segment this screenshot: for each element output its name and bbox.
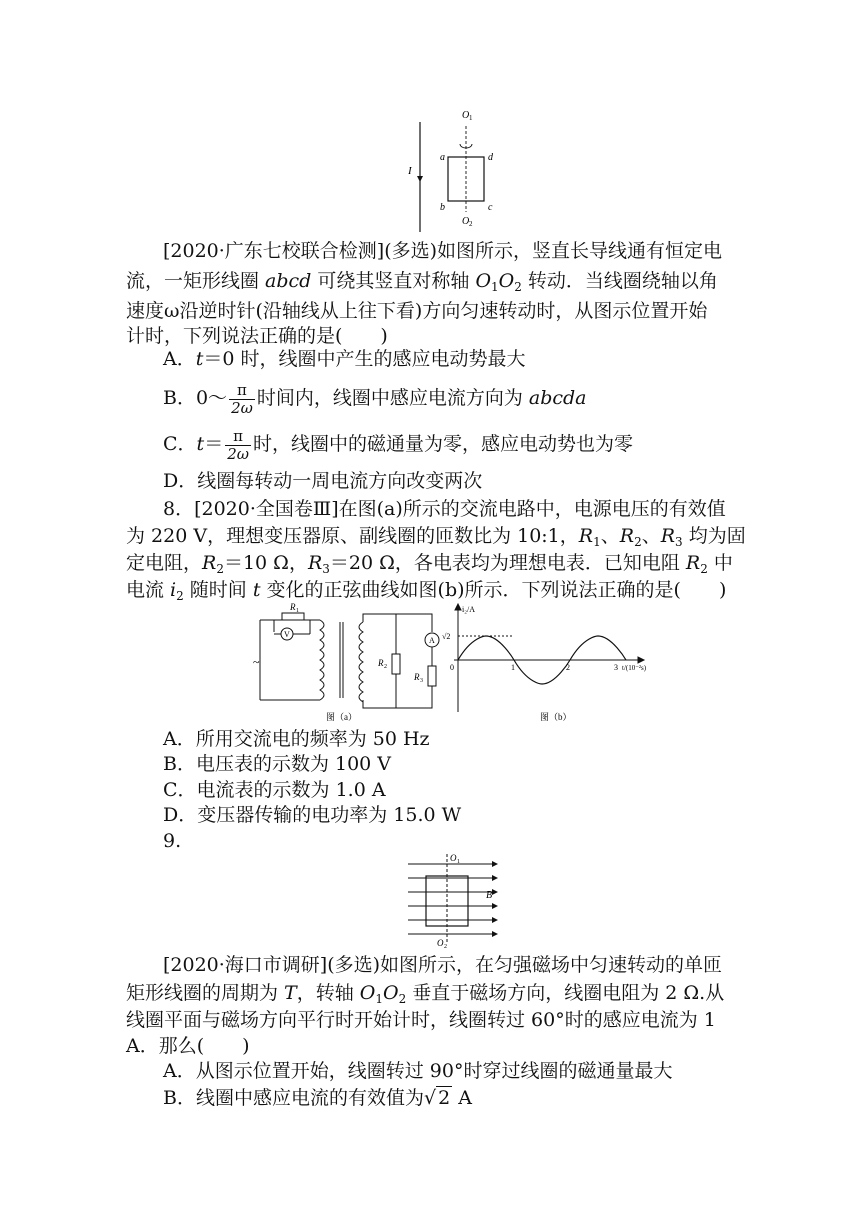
circuit-a (260, 613, 439, 708)
q9-line3: 线圈平面与磁场方向平行时开始计时，线圈转过 60°时的感应电流为 1 (126, 1009, 716, 1031)
voltmeter-label: V (284, 630, 290, 639)
q7-line3: 速度ω沿逆时针(沿轴线从上往下看)方向匀速转动时，从图示位置开始 (126, 300, 708, 322)
x-axis-label: t/(10⁻²s) (622, 664, 647, 672)
x-tick-2: 2 (566, 663, 570, 672)
q7-option-b: B．0～ $\frac{\pi}{2\omega}$ 时间内，线圈中感应电流方向为 abcda (163, 380, 587, 417)
corner-c: c (488, 202, 493, 213)
r3-sub: 3 (420, 678, 423, 684)
axis-bottom-sub: 2 (469, 220, 473, 228)
axis-top-label: O (462, 110, 470, 121)
q7-line4: 计时，下列说法正确的是( ) (126, 325, 388, 347)
q7-line1: [2020·广东七校联合检测](多选)如图所示，竖直长导线通有恒定电 (163, 240, 723, 262)
axis-top-label: O (450, 853, 457, 863)
field-label: B (486, 890, 493, 901)
q9-option-a: A．从图示位置开始，线圈转过 90°时穿过线圈的磁通量最大 (163, 1060, 673, 1082)
corner-d: d (488, 152, 493, 163)
q8-line2: 为 220 V，理想变压器原、副线圈的匝数比为 10:1，$R_1$、$R_2$、$R_3$ 均为固 (126, 525, 746, 549)
axis-top-sub: 1 (457, 859, 460, 865)
origin-label: 0 (450, 663, 454, 672)
caption-b: 图（b） (540, 712, 572, 722)
y-peak-label: √2 (442, 632, 451, 641)
figure-coil-in-field (400, 850, 510, 950)
corner-b: b (440, 202, 445, 213)
r1-label: R (290, 602, 296, 612)
axis-bottom-sub: 2 (444, 944, 447, 950)
ammeter-label: A (429, 636, 435, 645)
ac-source-symbol: ~ (253, 655, 260, 669)
q7-option-d: D．线圈每转动一周电流方向改变两次 (163, 470, 483, 492)
figure-circuit-and-graph (250, 602, 670, 726)
corner-a: a (440, 152, 445, 163)
r2-sub: 2 (384, 664, 387, 670)
q9-line2: 矩形线圈的周期为 T，转轴 $O_1O_2$ 垂直于磁场方向，线圈电阻为 2 Ω.从 (126, 982, 725, 1006)
axis-bottom-label: O (437, 938, 444, 948)
figure-wire-coil (400, 104, 510, 234)
q8-option-c: C．电流表的示数为 1.0 A (163, 779, 386, 801)
q9-line4: A．那么( ) (126, 1035, 250, 1057)
q7-option-a: A．t＝0 时，线圈中产生的感应电动势最大 (163, 348, 526, 370)
q8-option-d: D．变压器传输的电功率为 15.0 W (163, 804, 462, 826)
q7-line2: 流，一矩形线圈 abcd 可绕其竖直对称轴 $O_1O_2$ 转动．当线圈绕轴以角 (126, 270, 718, 294)
r1-sub: 1 (296, 608, 299, 614)
r3-label: R (414, 672, 420, 682)
caption-a: 图（a） (326, 712, 357, 722)
y-axis-label: i₂/A (462, 605, 476, 614)
x-tick-3: 3 (614, 663, 618, 672)
graph-b (454, 604, 644, 712)
x-tick-1: 1 (511, 663, 515, 672)
r2-label: R (378, 658, 384, 668)
q8-option-a: A．所用交流电的频率为 50 Hz (163, 728, 430, 750)
axis-top-sub: 1 (469, 114, 473, 122)
q8-option-b: B．电压表的示数为 100 V (163, 753, 392, 775)
q9-option-b: B．线圈中感应电流的有效值为√ 2 A (163, 1087, 472, 1109)
q9-number: 9. (163, 830, 182, 852)
q8-line4: 电流 $i_2$ 随时间 t 变化的正弦曲线如图(b)所示．下列说法正确的是( ) (126, 579, 727, 603)
q9-line1: [2020·海口市调研](多选)如图所示，在匀强磁场中匀速转动的单匝 (163, 954, 723, 976)
q8-line1: 8．[2020·全国卷Ⅲ]在图(a)所示的交流电路中，电源电压的有效值 (163, 498, 726, 520)
axis-bottom-label: O (462, 216, 470, 227)
current-label: I (408, 165, 412, 177)
q7-option-c: C．t＝ $\frac{\pi}{2\omega}$ 时，线圈中的磁通量为零，感应电动势也为零 (163, 426, 633, 463)
q8-line3: 定电阻，$R_2=10$ Ω，$R_3=20$ Ω，各电表均为理想电表．已知电阻 $R_2$ 中 (126, 552, 733, 576)
